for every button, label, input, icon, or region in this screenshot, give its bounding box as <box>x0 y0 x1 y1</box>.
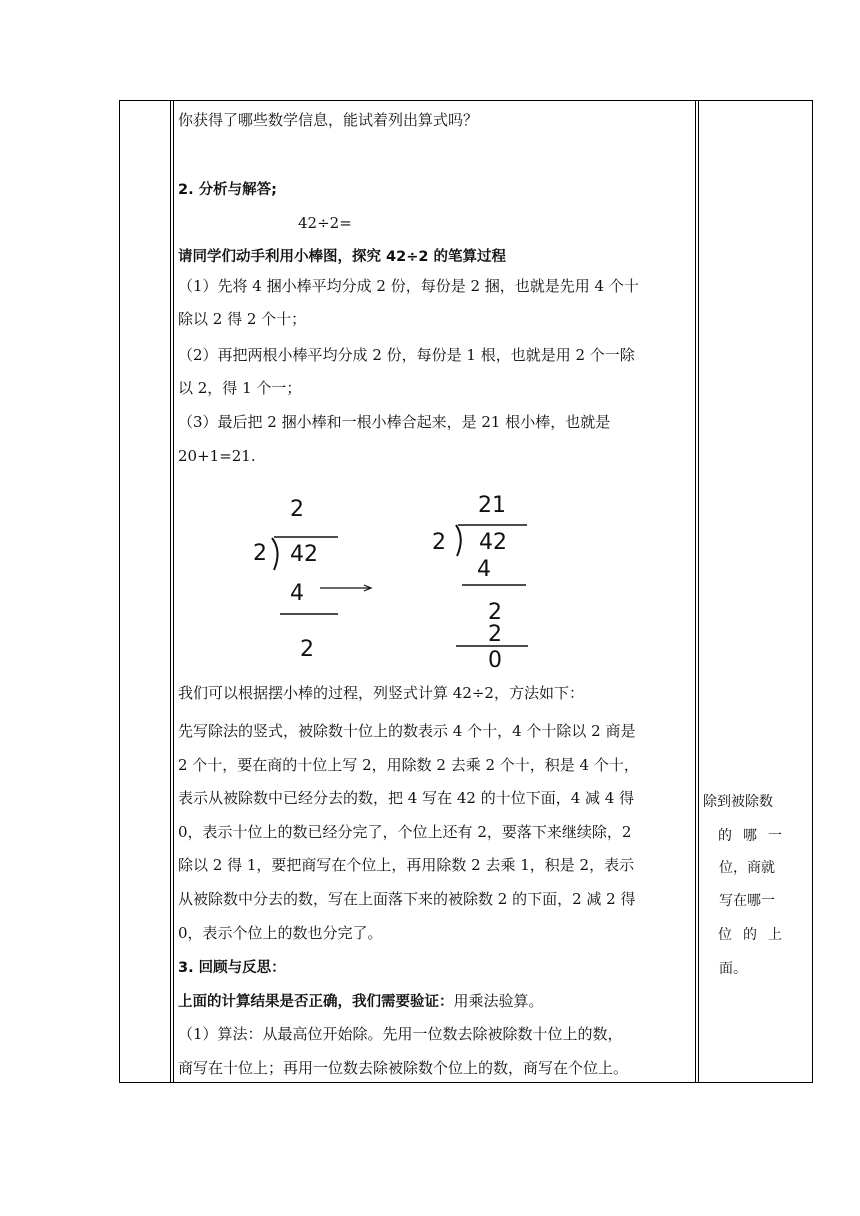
method-para-line: 先写除法的竖式，被除数十位上的数表示 4 个十，4 个十除以 2 商是 <box>178 722 636 740</box>
equation: 42÷2= <box>298 214 352 232</box>
algorithm-line: （1）算法：从最高位开始除。先用一位数去除被除数十位上的数， <box>178 1025 623 1043</box>
verify-line <box>178 991 544 1012</box>
right-division-bracket <box>456 525 461 556</box>
left-division-diagram <box>253 497 371 662</box>
right-remainder: 0 <box>488 648 502 670</box>
right-division-diagram <box>432 493 528 670</box>
column-divider <box>173 101 174 1082</box>
step1-line-b: 除以 2 得 2 个十； <box>178 310 307 328</box>
right-product-2: 2 <box>488 622 502 647</box>
question-line: 你获得了哪些数学信息，能试着列出算式吗？ <box>178 111 479 129</box>
side-note-char: 的 <box>743 927 757 943</box>
method-para-line: 0，表示十位上的数已经分完了，个位上还有 2，要落下来继续除，2 <box>178 823 632 841</box>
left-quotient: 2 <box>290 497 304 522</box>
side-note-char: 位 <box>718 927 732 943</box>
method-intro: 我们可以根据摆小棒的过程，列竖式计算 42÷2，方法如下： <box>178 684 584 702</box>
long-division-diagrams <box>240 488 560 670</box>
step3-line-a: （3）最后把 2 捆小棒和一根小棒合起来，是 21 根小棒，也就是 <box>178 413 611 431</box>
side-note-char: 的 <box>718 828 732 844</box>
side-note-line: 面。 <box>719 961 747 977</box>
step2-line-b: 以 2，得 1 个一； <box>178 379 302 397</box>
verify-rest: 用乘法验算。 <box>453 992 544 1010</box>
method-para-line: 2 个十，要在商的十位上写 2，用除数 2 去乘 2 个十，积是 4 个十， <box>178 756 639 774</box>
side-note-char: 上 <box>768 927 782 943</box>
verify-bold: 上面的计算结果是否正确，我们需要验证： <box>178 994 454 1010</box>
side-note-line <box>718 826 782 846</box>
side-note-line <box>718 925 782 945</box>
method-para-line: 除以 2 得 1，要把商写在个位上，再用除数 2 去乘 1，积是 2，表示 <box>178 856 635 874</box>
section-heading-2: 2. 分析与解答; <box>178 182 277 198</box>
step2-line-a: （2）再把两根小棒平均分成 2 份，每份是 1 根，也就是用 2 个一除 <box>178 346 635 364</box>
right-bring-down: 2 <box>488 600 502 625</box>
side-note-line: 写在哪一 <box>719 893 775 909</box>
left-remainder: 2 <box>300 637 314 662</box>
section-heading-3: 3. 回顾与反思： <box>178 960 286 976</box>
method-para-line: 表示从被除数中已经分去的数，把 4 写在 42 的十位下面，4 减 4 得 <box>178 789 635 807</box>
left-divisor: 2 <box>253 541 267 566</box>
algorithm-line: 商写在十位上；再用一位数去除被除数个位上的数，商写在个位上。 <box>178 1059 629 1077</box>
left-division-bracket <box>272 538 278 570</box>
bold-intro: 请同学们动手利用小棒图，探究 42÷2 的笔算过程 <box>178 249 507 265</box>
side-note-line: 除到被除数 <box>703 794 773 810</box>
right-quotient: 21 <box>478 493 506 518</box>
column-divider <box>170 101 171 1082</box>
left-dividend: 42 <box>290 542 318 567</box>
column-divider <box>695 101 696 1082</box>
column-divider <box>698 101 699 1082</box>
method-para-line: 0，表示个位上的数也分完了。 <box>178 924 383 942</box>
side-note-line: 位，商就 <box>719 860 775 876</box>
right-dividend: 42 <box>479 530 507 555</box>
step1-line-a: （1）先将 4 捆小棒平均分成 2 份，每份是 2 捆，也就是先用 4 个十 <box>178 277 639 295</box>
method-para-line: 从被除数中分去的数，写在上面落下来的被除数 2 的下面，2 减 2 得 <box>178 890 636 908</box>
side-note-char: 哪 <box>743 828 757 844</box>
side-note-char: 一 <box>768 828 782 844</box>
right-product-1: 4 <box>477 557 491 582</box>
right-divisor: 2 <box>432 530 446 555</box>
left-product: 4 <box>290 581 304 606</box>
step3-line-b: 20+1=21. <box>178 447 256 465</box>
